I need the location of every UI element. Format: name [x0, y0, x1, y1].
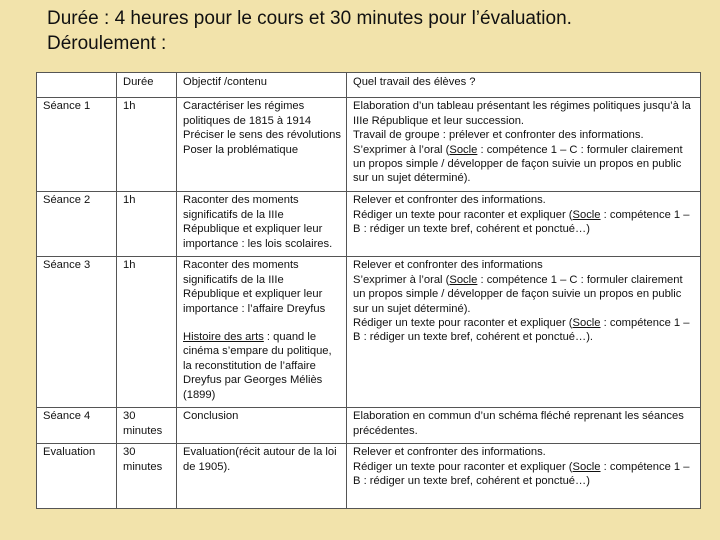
- title-deroulement-line: Déroulement :: [47, 33, 167, 54]
- page-title: [47, 6, 572, 56]
- objective-cell: [177, 444, 347, 509]
- header-session: [37, 73, 117, 98]
- lesson-plan-table: [36, 72, 701, 509]
- work-line: Relever et confronter des informations.: [353, 446, 546, 459]
- work-line: Travail de groupe : prélever et confronter des informations.: [353, 129, 644, 142]
- header-duration: Durée: [117, 73, 177, 98]
- work-cell: [347, 408, 701, 444]
- work-line: Rédiger un texte pour raconter et expliquer (Socle : compétence 1 – B : rédiger un texte bref, cohérent et ponctué…): [353, 460, 690, 488]
- socle-link: Socle: [572, 208, 601, 221]
- table-row: [37, 192, 701, 257]
- table-row: [37, 444, 701, 509]
- work-cell: [347, 192, 701, 257]
- objective-cell: [177, 408, 347, 444]
- work-line: Elaboration en commun d’un schéma fléché reprenant les séances précédentes.: [353, 410, 684, 437]
- socle-link: Socle: [449, 143, 478, 156]
- objective-cell: [177, 98, 347, 192]
- session-cell: Séance 1: [37, 98, 117, 192]
- socle-link: Socle: [572, 460, 601, 473]
- work-line: S’exprimer à l’oral (Socle : compétence 1 – C : formuler clairement un propos simple / développer de façon suivie un propos en public sur un sujet déterminé).: [353, 273, 683, 315]
- objective-line: Raconter des moments significatifs de la IIIe République et expliquer leur importance : les lois scolaires.: [183, 194, 333, 250]
- objective-cell: [177, 192, 347, 257]
- socle-link: Socle: [572, 317, 601, 330]
- work-cell: [347, 98, 701, 192]
- duration-cell: 30 minutes: [117, 444, 177, 509]
- duration-cell: 1h: [117, 192, 177, 257]
- session-cell: Evaluation: [37, 444, 117, 509]
- session-cell: Séance 4: [37, 408, 117, 444]
- objective-line: Préciser le sens des révolutions: [183, 129, 341, 142]
- work-cell: [347, 444, 701, 509]
- duration-cell: 30 minutes: [117, 408, 177, 444]
- duration-cell: 1h: [117, 98, 177, 192]
- session-cell: Séance 2: [37, 192, 117, 257]
- work-line: Relever et confronter des informations: [353, 259, 543, 272]
- objective-cell: [177, 257, 347, 408]
- work-line: Rédiger un texte pour raconter et expliquer (Socle : compétence 1 – B : rédiger un texte bref, cohérent et ponctué…).: [353, 317, 690, 344]
- work-line: Relever et confronter des informations.: [353, 194, 546, 207]
- histoire-des-arts-link: Histoire des arts: [183, 331, 264, 344]
- work-line: Rédiger un texte pour raconter et expliquer (Socle : compétence 1 – B : rédiger un texte bref, cohérent et ponctué…): [353, 208, 690, 236]
- header-work: Quel travail des élèves ?: [347, 73, 701, 98]
- objective-line: Raconter des moments significatifs de la IIIe République et expliquer leur importance : l’affaire Dreyfus: [183, 259, 326, 315]
- table-row: [37, 408, 701, 444]
- session-cell: Séance 3: [37, 257, 117, 408]
- table-row: [37, 98, 701, 192]
- duration-cell: 1h: [117, 257, 177, 408]
- objective-line: Conclusion: [183, 410, 239, 423]
- objective-line: Caractériser les régimes politiques de 1815 à 1914: [183, 100, 312, 127]
- work-cell: [347, 257, 701, 408]
- objective-line: Evaluation(récit autour de la loi de 1905).: [183, 446, 337, 473]
- histoire-des-arts-note: Histoire des arts : quand le cinéma s’empare du politique, la reconstitution de l’affaire Dreyfus par Georges Méliès (1899): [183, 331, 332, 401]
- work-line: S’exprimer à l’oral (Socle : compétence 1 – C : formuler clairement un propos simple / développer de façon suivie un propos en public sur un sujet déterminé).: [353, 143, 683, 185]
- table-row: [37, 257, 701, 408]
- header-objective: Objectif /contenu: [177, 73, 347, 98]
- title-duration-line: Durée : 4 heures pour le cours et 30 minutes pour l’évaluation.: [47, 8, 572, 29]
- table-header-row: [37, 73, 701, 98]
- work-line: Elaboration d’un tableau présentant les régimes politiques jusqu’à la IIIe République et leur succession.: [353, 100, 691, 127]
- socle-link: Socle: [449, 273, 478, 286]
- objective-line: Poser la problématique: [183, 143, 299, 156]
